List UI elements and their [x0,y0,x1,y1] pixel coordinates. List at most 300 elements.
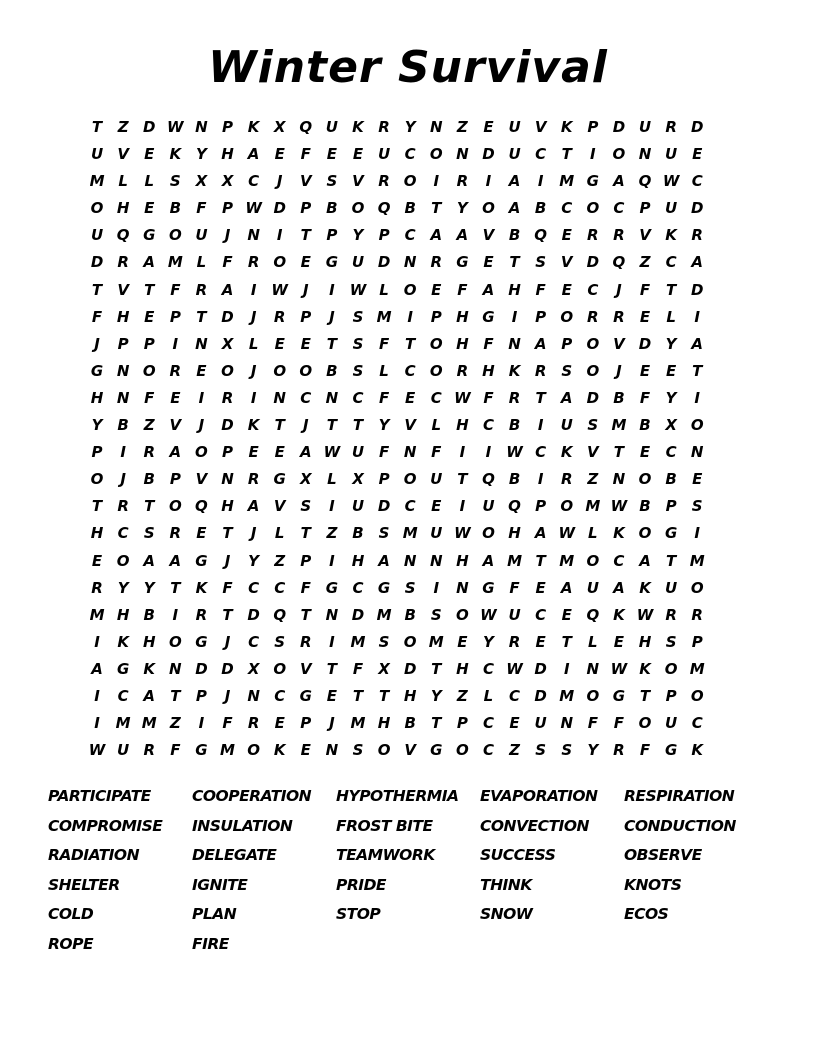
grid-letter: J [303,280,309,299]
grid-letter: W [506,659,523,678]
grid-letter: V [404,416,416,435]
grid-letter: N [429,118,443,136]
grid-letter: S [352,361,364,380]
grid-letter: G [143,226,156,245]
grid-letter: E [535,578,546,597]
grid-letter: K [665,226,677,245]
grid-letter: N [116,361,130,380]
grid-letter: N [403,443,417,462]
grid-letter: T [144,280,155,299]
grid-letter: U [560,416,573,435]
grid-letter: L [118,172,128,191]
grid-letter: O [638,524,652,543]
grid-letter: X [273,118,286,136]
grid-letter: D [534,659,547,678]
grid-letter: E [639,443,651,462]
grid-letter: O [612,145,626,164]
grid-letter: E [665,361,677,380]
grid-letter: I [329,551,335,570]
grid-letter: F [300,145,311,164]
grid-letter: H [508,524,521,543]
grid-letter: T [326,334,337,353]
grid-letter: X [221,172,234,191]
word-bank-item: THINK [480,875,532,894]
grid-letter: F [222,714,233,733]
grid-letter: E [509,714,520,733]
word-bank-item: TEAMWORK [336,846,435,865]
grid-row [84,548,710,575]
grid-row [84,385,710,412]
grid-letter: M [89,172,105,191]
grid-letter: O [142,361,156,380]
grid-letter: A [247,497,260,516]
grid-letter: T [692,361,703,380]
grid-letter: O [168,497,182,516]
grid-letter: W [480,605,497,624]
grid-letter: U [117,741,130,760]
grid-letter: O [586,361,600,380]
grid-letter: U [351,497,365,516]
grid-letter: R [117,253,129,272]
grid-letter: P [665,497,677,516]
grid-letter: T [665,280,677,299]
grid-letter: E [170,388,181,407]
grid-letter: O [586,334,600,353]
grid-letter: W [636,605,654,624]
grid-letter: J [250,361,257,380]
grid-letter: W [558,524,575,543]
grid-letter: G [586,172,599,191]
grid-letter: Y [195,145,207,164]
grid-letter: O [586,686,600,705]
grid-letter: H [403,686,417,705]
grid-letter: F [170,741,181,760]
grid-letter: M [611,416,627,435]
word-bank-item: RESPIRATION [624,787,735,805]
grid-letter: T [665,551,677,570]
grid-letter: T [170,686,181,705]
grid-letter: F [639,388,651,407]
grid-letter: P [535,497,547,516]
grid-letter: N [429,551,443,570]
grid-letter: O [429,334,443,353]
grid-row [84,249,710,276]
grid-letter: B [404,714,416,733]
grid-letter: V [613,334,625,353]
grid-letter: Z [169,714,181,733]
grid-letter: I [276,226,283,245]
grid-letter: M [689,551,705,570]
grid-letter: P [222,443,234,462]
grid-letter: F [483,388,494,407]
grid-letter: S [430,605,442,624]
grid-letter: G [325,578,339,597]
grid-letter: P [300,199,312,218]
grid-letter: B [508,470,521,489]
grid-letter: U [665,199,678,218]
grid-letter: P [326,226,338,245]
grid-letter: I [563,659,570,678]
word-bank-item: INSULATION [192,816,293,835]
grid-letter: O [638,714,652,733]
grid-letter: R [247,470,260,489]
grid-letter: R [221,388,234,407]
grid-letter: L [248,334,259,353]
grid-letter: Y [143,578,155,597]
grid-letter: P [378,470,390,489]
grid-letter: S [665,632,677,651]
grid-letter: Y [404,118,416,136]
grid-letter: U [351,253,365,272]
grid-letter: O [638,470,652,489]
grid-letter: N [403,253,417,272]
grid-letter: H [351,551,365,570]
grid-letter: R [195,605,208,624]
grid-letter: O [560,497,574,516]
grid-letter: A [299,443,312,462]
grid-letter: R [169,361,182,380]
grid-letter: A [169,551,182,570]
grid-letter: C [665,253,677,272]
grid-letter: M [402,524,418,543]
grid-letter: S [691,497,703,516]
grid-letter: S [300,497,312,516]
grid-letter: H [377,714,391,733]
grid-letter: W [454,524,471,543]
grid-letter: E [639,307,651,326]
grid-letter: I [120,443,126,462]
grid-letter: C [691,714,703,733]
grid-letter: R [247,714,260,733]
grid-letter: T [613,443,625,462]
grid-letter: R [247,253,260,272]
grid-letter: H [456,551,469,570]
grid-letter: P [117,334,129,353]
grid-letter: I [511,307,518,326]
grid-letter: J [250,307,257,326]
grid-letter: O [195,443,208,462]
grid-letter: O [690,416,704,435]
grid-letter: H [116,199,130,218]
grid-letter: I [590,145,596,164]
grid-letter: F [457,280,468,299]
grid-letter: P [561,334,573,353]
grid-letter: N [116,388,130,407]
grid-letter: S [326,172,338,191]
grid-letter: G [482,578,495,597]
grid-letter: O [273,659,287,678]
grid-letter: T [561,632,572,651]
grid-letter: Y [378,416,390,435]
grid-letter: E [613,632,625,651]
grid-letter: U [195,226,208,245]
grid-letter: C [665,443,677,462]
grid-letter: T [170,578,181,597]
grid-letter: D [586,388,600,407]
grid-letter: R [587,307,599,326]
grid-letter: O [90,199,104,218]
grid-letter: R [430,253,443,272]
grid-letter: K [143,659,156,678]
grid-letter: B [169,199,182,218]
grid-letter: N [612,470,626,489]
grid-letter: O [664,659,678,678]
grid-letter: V [117,145,129,164]
grid-letter: E [431,497,442,516]
grid-letter: C [404,145,416,164]
word-bank-item: EVAPORATION [480,787,598,805]
grid-letter: T [326,659,337,678]
grid-letter: D [638,334,652,353]
grid-letter: P [169,307,181,326]
grid-letter: H [638,632,652,651]
grid-letter: T [326,416,337,435]
grid-letter: C [404,226,416,245]
grid-letter: I [459,443,466,462]
grid-letter: J [224,551,231,570]
grid-letter: P [169,470,181,489]
grid-letter: N [638,145,652,164]
grid-letter: L [196,253,207,272]
grid-letter: A [456,226,469,245]
grid-letter: M [89,605,105,624]
grid-letter: D [534,686,547,705]
grid-letter: N [690,443,704,462]
grid-letter: H [456,307,469,326]
grid-letter: C [482,659,494,678]
grid-letter: V [639,226,651,245]
grid-letter: C [691,172,703,191]
grid-letter: J [94,334,100,353]
grid-letter: D [90,253,104,272]
grid-letter: E [300,334,311,353]
grid-row [84,602,710,629]
grid-letter: G [456,253,469,272]
grid-letter: L [588,524,598,543]
grid-letter: U [508,145,521,164]
grid-letter: Q [534,226,548,245]
grid-letter: Z [143,416,155,435]
word-bank-item: PARTICIPATE [48,787,151,805]
grid-letter: K [560,443,573,462]
grid-letter: K [352,118,364,136]
grid-letter: Q [482,470,495,489]
grid-letter: I [94,714,100,733]
grid-letter: E [535,632,546,651]
grid-letter: E [561,280,572,299]
grid-letter: X [247,659,260,678]
grid-letter: V [352,172,364,191]
grid-letter: U [665,714,678,733]
grid-letter: N [221,470,234,489]
grid-letter: H [508,280,521,299]
grid-letter: H [456,416,469,435]
grid-letter: X [665,416,677,435]
grid-letter: C [587,280,599,299]
grid-letter: M [220,741,235,760]
grid-letter: H [142,632,156,651]
grid-letter: N [508,334,521,353]
grid-letter: A [560,388,573,407]
grid-letter: C [535,605,547,624]
grid-letter: C [404,361,416,380]
grid-letter: W [506,443,523,462]
grid-letter: D [221,659,234,678]
grid-letter: E [274,714,285,733]
word-bank-row [48,841,788,871]
grid-letter: G [195,551,208,570]
grid-letter: U [430,470,443,489]
grid-letter: J [329,307,335,326]
word-bank-row [48,871,788,901]
grid-letter: O [273,253,287,272]
grid-letter: M [350,714,366,733]
grid-letter: S [378,632,390,651]
grid-letter: B [665,470,677,489]
grid-letter: O [560,307,574,326]
grid-letter: N [325,388,339,407]
grid-letter: T [144,497,155,516]
grid-row [84,520,710,547]
grid-letter: R [508,632,521,651]
grid-letter: T [535,551,546,570]
grid-letter: P [535,307,547,326]
grid-letter: P [587,118,599,136]
grid-letter: L [379,280,389,299]
grid-letter: O [90,470,104,489]
grid-letter: R [378,172,390,191]
grid-letter: T [561,145,572,164]
grid-letter: T [196,307,207,326]
word-bank-row [48,812,788,842]
grid-letter: C [248,632,260,651]
grid-letter: H [221,145,234,164]
page-title: Winter Survival [208,42,608,93]
grid-letter: I [485,443,492,462]
grid-letter: D [612,118,626,136]
grid-letter: V [195,470,208,489]
word-bank-item: COLD [48,905,94,924]
grid-letter: T [91,280,103,299]
grid-letter: H [221,497,234,516]
grid-letter: N [247,686,260,705]
grid-letter: O [377,741,391,760]
grid-letter: C [430,388,442,407]
grid-letter: T [509,253,520,272]
grid-letter: I [94,686,100,705]
grid-letter: B [639,497,651,516]
grid-letter: Z [274,551,286,570]
grid-letter: I [172,605,179,624]
grid-letter: E [561,605,572,624]
grid-letter: B [326,199,338,218]
grid-letter: P [195,686,207,705]
grid-letter: O [168,226,182,245]
grid-letter: N [560,714,574,733]
grid-letter: W [88,741,106,760]
grid-letter: F [483,334,494,353]
grid-letter: S [561,361,573,380]
grid-letter: G [430,741,443,760]
grid-letter: C [352,388,364,407]
grid-letter: R [560,470,573,489]
grid-letter: A [482,551,495,570]
grid-letter: Z [456,118,468,136]
grid-letter: P [691,632,703,651]
grid-letter: A [143,686,156,705]
grid-letter: M [141,714,157,733]
grid-letter: R [91,578,103,597]
grid-letter: Z [587,470,599,489]
grid-letter: U [377,145,391,164]
grid-letter: K [247,416,260,435]
grid-letter: W [323,443,341,462]
grid-letter: M [585,497,601,516]
grid-letter: F [509,578,520,597]
grid-letter: Z [509,741,520,760]
grid-letter: C [613,551,625,570]
grid-letter: H [482,361,495,380]
grid-letter: C [352,578,364,597]
grid-letter: F [378,388,390,407]
grid-letter: E [196,361,207,380]
grid-letter: X [300,470,312,489]
grid-letter: Z [639,253,651,272]
grid-letter: I [329,497,335,516]
grid-letter: R [143,443,156,462]
grid-letter: E [352,145,364,164]
grid-letter: J [224,632,231,651]
grid-letter: Q [612,253,626,272]
grid-letter: I [250,388,257,407]
grid-letter: M [115,714,131,733]
grid-letter: G [377,578,391,597]
grid-letter: B [326,361,338,380]
grid-letter: V [299,172,312,191]
grid-letter: L [483,686,494,705]
grid-letter: R [508,388,521,407]
grid-letter: I [694,307,700,326]
grid-letter: V [587,443,599,462]
grid-letter: E [326,145,338,164]
grid-letter: X [378,659,390,678]
grid-letter: T [91,497,103,516]
grid-letter: F [639,280,651,299]
grid-letter: P [300,551,312,570]
grid-letter: I [250,280,257,299]
grid-letter: G [482,307,495,326]
word-search-grid [84,114,710,764]
grid-letter: W [610,497,628,516]
grid-letter: O [482,199,495,218]
grid-letter: G [195,632,208,651]
grid-letter: R [587,226,599,245]
grid-letter: N [325,741,339,760]
grid-letter: S [352,741,364,760]
word-bank-item: PRIDE [336,875,387,894]
grid-letter: E [144,145,155,164]
grid-letter: R [613,307,625,326]
grid-letter: Q [508,497,521,516]
grid-letter: A [508,172,521,191]
grid-letter: Y [430,686,442,705]
grid-letter: E [431,280,442,299]
grid-letter: C [117,524,129,543]
grid-letter: L [431,416,442,435]
word-bank-item: STOP [336,905,381,924]
grid-letter: W [271,280,288,299]
grid-letter: R [665,118,677,136]
